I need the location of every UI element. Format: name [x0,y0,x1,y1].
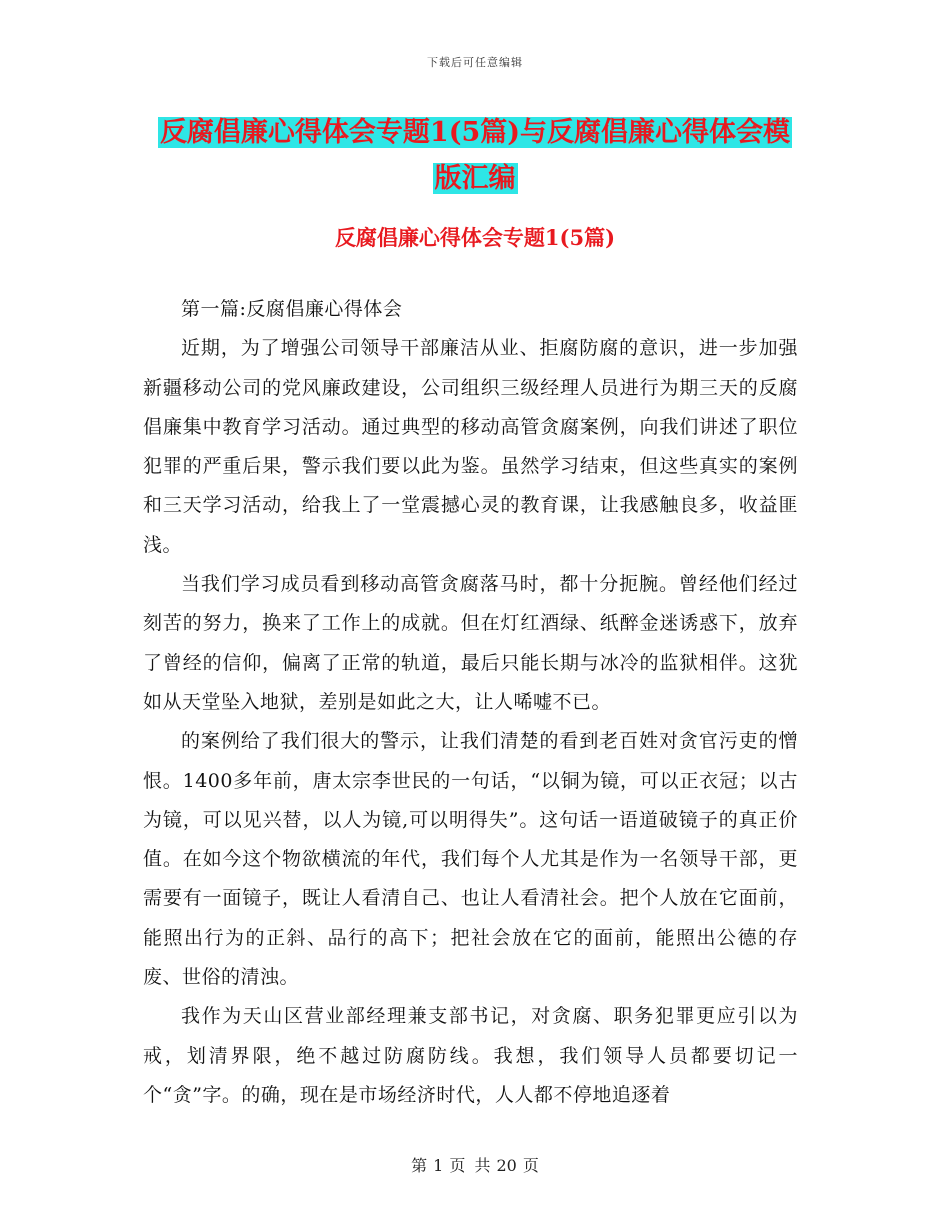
chapter-title: 第一篇:反腐倡廉心得体会 [181,298,403,320]
body-text [143,290,798,1115]
document-title-line-1: 反腐倡廉心得体会专题1(5篇)与反腐倡廉心得体会模 [159,117,791,148]
page-label-mid: 页 共 [449,1156,491,1175]
page-number: 1 [433,1156,444,1175]
page-label-suffix: 页 [522,1156,539,1175]
document-title [0,110,950,202]
section-heading: 反腐倡廉心得体会专题1(5篇) [334,225,616,250]
page-footer [0,1153,950,1176]
page-label-prefix: 第 [411,1156,428,1175]
paragraph-2: 当我们学习成员看到移动高管贪腐落马时，都十分扼腕。曾经他们经过刻苦的努力，换来了工作上的成就。但在灯红酒绿、纸醉金迷诱惑下，放弃了曾经的信仰，偏离了正常的轨道，最后只能长期与冰冷的监狱相伴。这犹如从天堂坠入地狱，差别是如此之大，让人唏嘘不已。 [143,573,798,713]
document-title-line-2: 版汇编 [434,163,516,194]
paragraph-1: 近期，为了增强公司领导干部廉洁从业、拒腐防腐的意识，进一步加强新疆移动公司的党风廉政建设，公司组织三级经理人员进行为期三天的反腐倡廉集中教育学习活动。通过典型的移动高管贪腐案例，向我们讲述了职位犯罪的严重后果，警示我们要以此为鉴。虽然学习结束，但这些真实的案例和三天学习活动，给我上了一堂震撼心灵的教育课，让我感触良多，收益匪浅。 [143,337,798,556]
total-pages: 20 [496,1156,517,1175]
page-header-note: 下载后可任意编辑 [427,56,523,69]
paragraph-3: 的案例给了我们很大的警示，让我们清楚的看到老百姓对贪官污吏的憎恨。1400多年前，唐太宗李世民的一句话，“以铜为镜，可以正衣冠；以古为镜，可以见兴替，以人为镜,可以明得失”。这句话一语道破镜子的真正价值。在如今这个物欲横流的年代，我们每个人尤其是作为一名领导干部，更需要有一面镜子，既让人看清自己、也让人看清社会。把个人放在它面前，能照出行为的正斜、品行的高下；把社会放在它的面前，能照出公德的存废、世俗的清浊。 [143,730,798,989]
paragraph-4: 我作为天山区营业部经理兼支部书记，对贪腐、职务犯罪更应引以为戒，划清界限，绝不越过防腐防线。我想，我们领导人员都要切记一个“贪”字。的确，现在是市场经济时代，人人都不停地追逐着 [143,1005,798,1106]
